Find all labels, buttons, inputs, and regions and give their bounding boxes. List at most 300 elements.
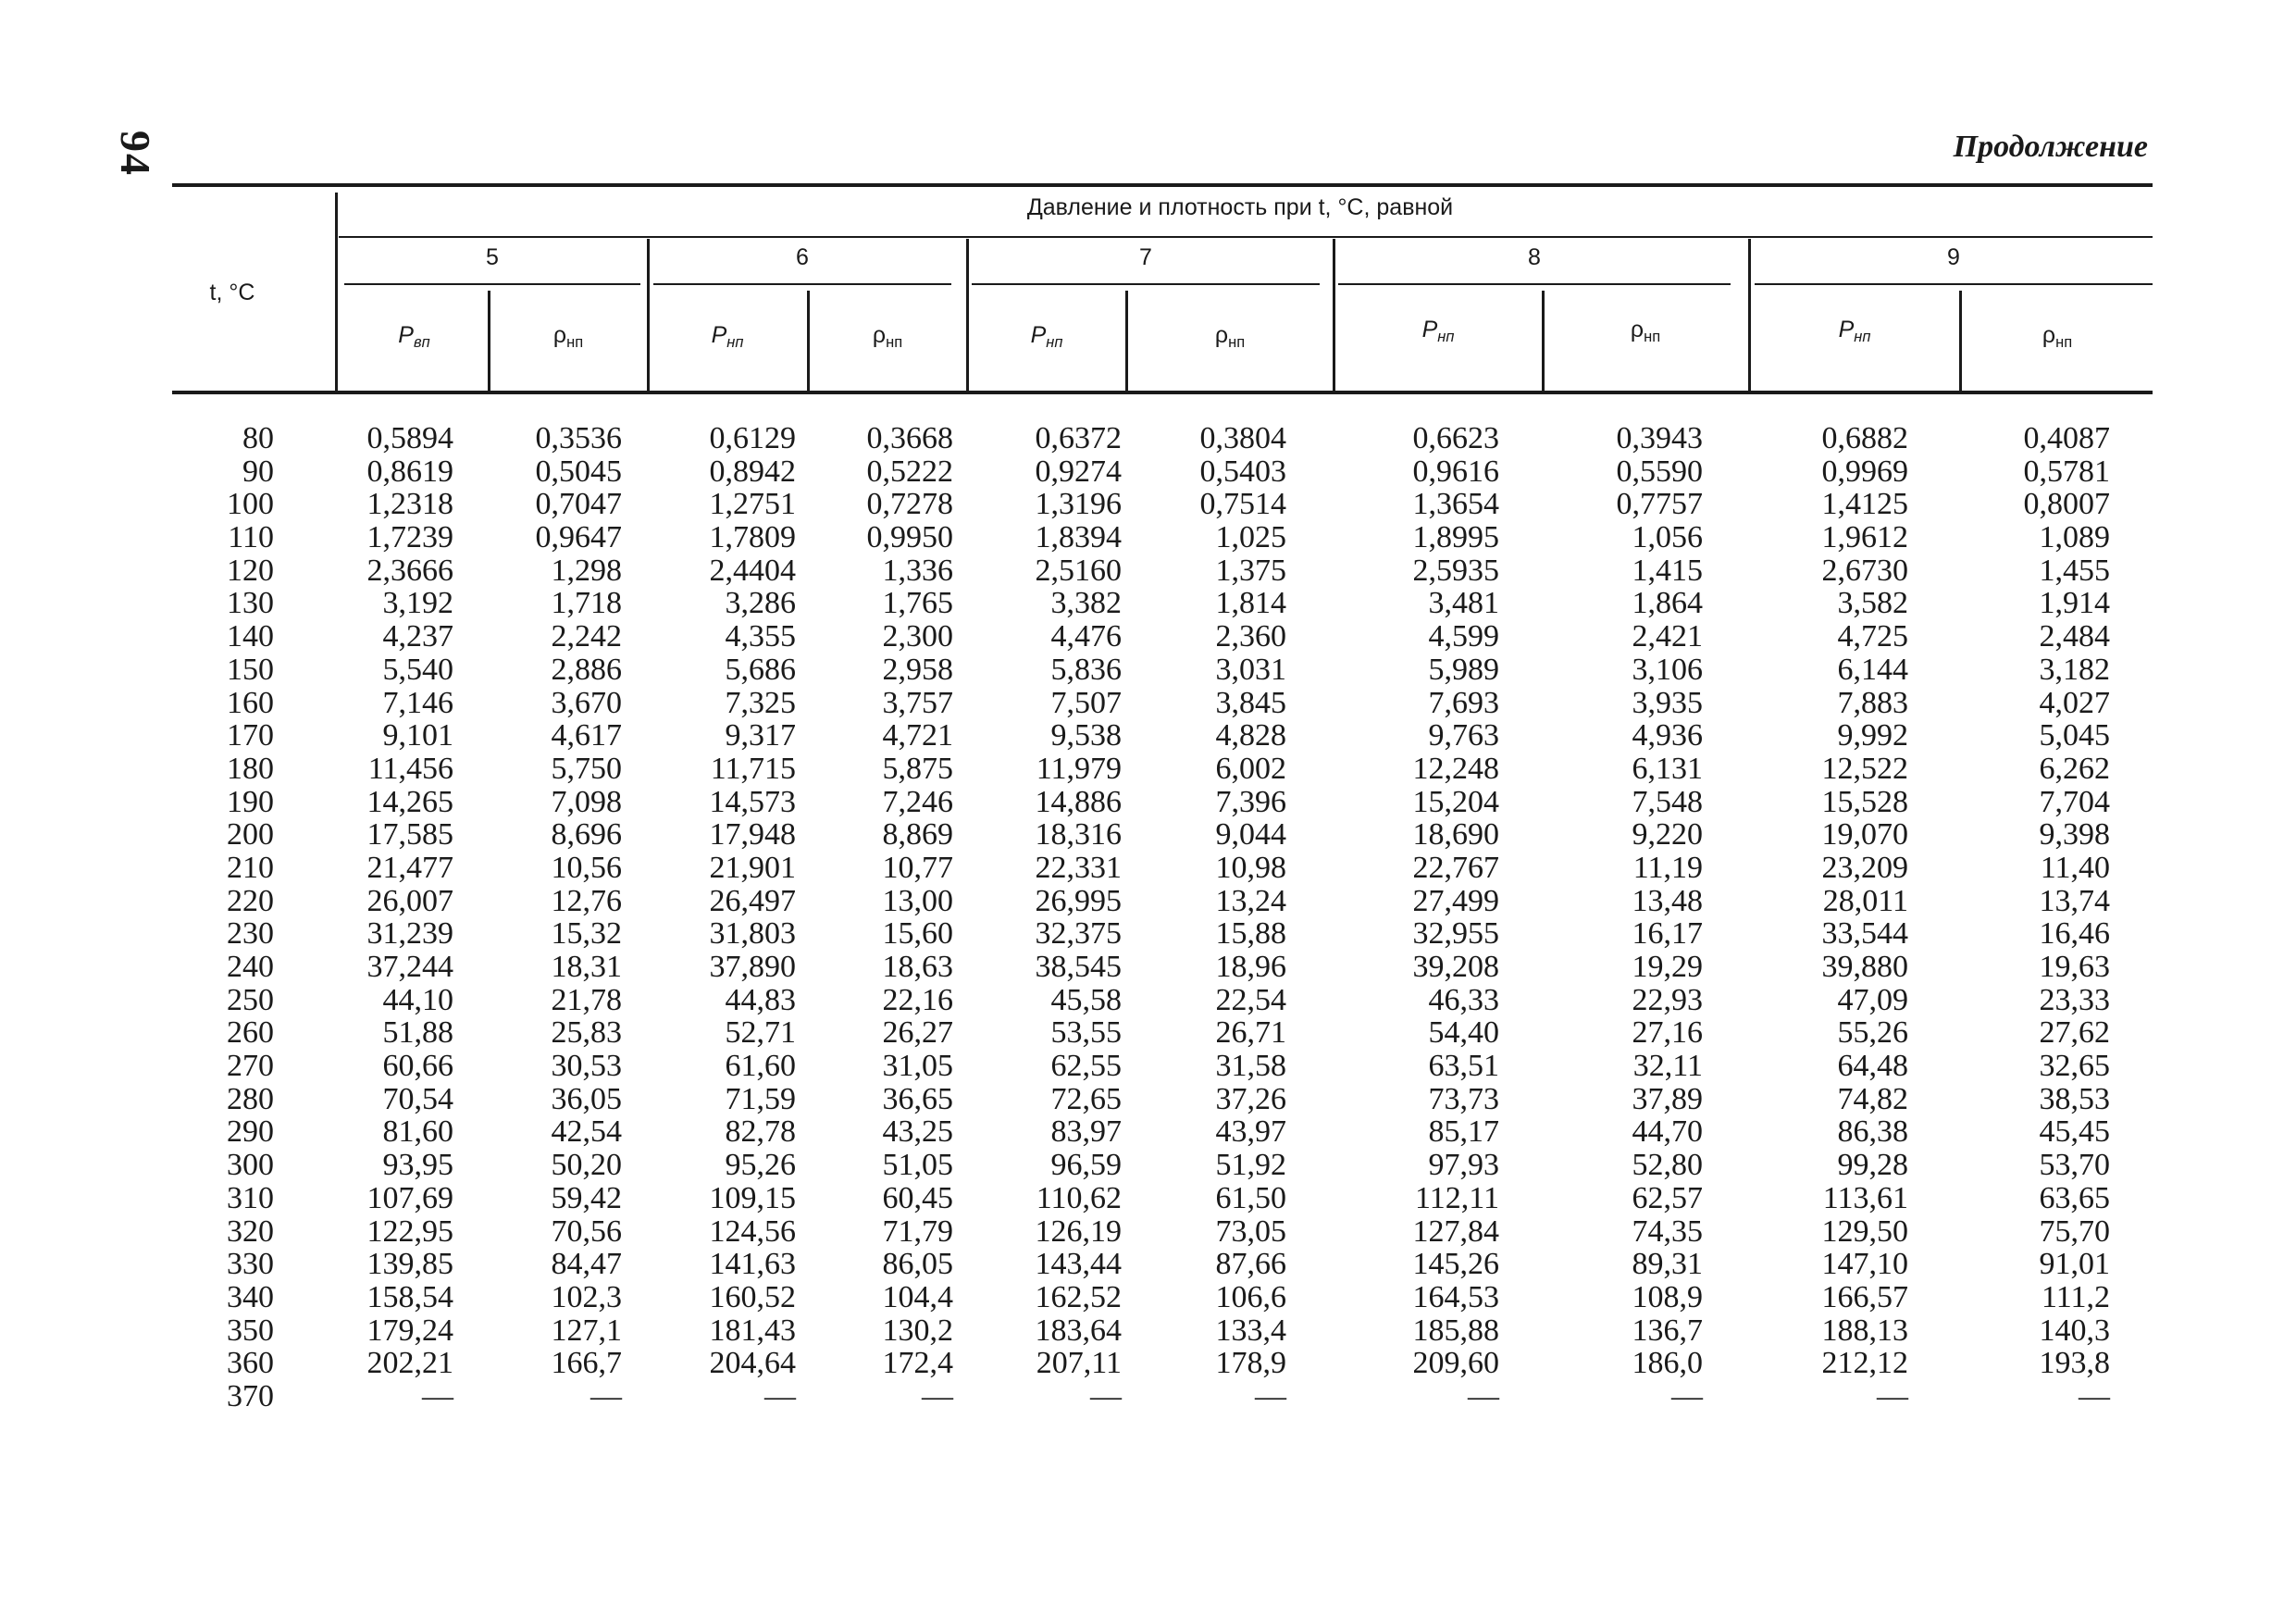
table-cell: 2,958 bbox=[882, 652, 953, 687]
table-cell: 86,38 bbox=[1837, 1114, 1908, 1150]
table-cell: 127,84 bbox=[1412, 1214, 1499, 1249]
table-cell: 93,95 bbox=[382, 1148, 453, 1183]
data-column-rho-6 bbox=[814, 422, 953, 1413]
table-cell: 202,21 bbox=[366, 1346, 453, 1381]
continuation-label: Продолжение bbox=[1953, 130, 2148, 164]
table-cell: 164,53 bbox=[1412, 1279, 1499, 1314]
table-cell: 133,4 bbox=[1215, 1313, 1286, 1348]
temperature-cell: 200 bbox=[227, 817, 274, 853]
table-cell: 97,93 bbox=[1428, 1148, 1499, 1183]
table-cell: 212,12 bbox=[1821, 1346, 1908, 1381]
data-column-rho-9 bbox=[1962, 422, 2110, 1413]
table-cell: 3,192 bbox=[382, 586, 453, 621]
table-cell: 7,098 bbox=[551, 784, 622, 819]
table-cell: 75,70 bbox=[2039, 1214, 2110, 1249]
table-cell: 110,62 bbox=[1036, 1180, 1122, 1215]
table-cell: 83,97 bbox=[1050, 1114, 1122, 1150]
col-header-rho-8: $\rho_{нп}$ bbox=[1630, 317, 1661, 345]
table-cell: 10,98 bbox=[1215, 850, 1286, 885]
data-column-rho-7 bbox=[1138, 422, 1286, 1413]
table-cell: — bbox=[1090, 1378, 1122, 1413]
vline-g6 bbox=[647, 239, 650, 391]
table-cell: 4,237 bbox=[382, 619, 453, 654]
table-cell: 31,803 bbox=[709, 916, 796, 952]
table-cell: 13,74 bbox=[2039, 883, 2110, 918]
table-cell: — bbox=[764, 1378, 796, 1413]
table-cell: — bbox=[1468, 1378, 1499, 1413]
table-cell: 15,528 bbox=[1821, 784, 1908, 819]
table-cell: 22,54 bbox=[1215, 982, 1286, 1017]
table-cell: — bbox=[422, 1378, 453, 1413]
table-cell: 136,7 bbox=[1632, 1313, 1703, 1348]
table-cell: 13,48 bbox=[1632, 883, 1703, 918]
table-cell: 32,11 bbox=[1632, 1049, 1703, 1084]
table-cell: 31,58 bbox=[1215, 1049, 1286, 1084]
table-cell: 4,828 bbox=[1215, 718, 1286, 753]
table-cell: 27,62 bbox=[2039, 1015, 2110, 1051]
table-cell: 46,33 bbox=[1428, 982, 1499, 1017]
table-cell: 18,690 bbox=[1412, 817, 1499, 853]
table-cell: 22,331 bbox=[1035, 850, 1122, 885]
table-cell: 7,548 bbox=[1632, 784, 1703, 819]
table-cell: 0,9950 bbox=[866, 520, 953, 555]
temperature-cell: 360 bbox=[227, 1346, 274, 1381]
table-cell: 63,65 bbox=[2039, 1180, 2110, 1215]
table-cell: 11,19 bbox=[1632, 850, 1703, 885]
table-cell: 185,88 bbox=[1412, 1313, 1499, 1348]
table-cell: 179,24 bbox=[366, 1313, 453, 1348]
table-cell: 166,57 bbox=[1821, 1279, 1908, 1314]
table-cell: 1,814 bbox=[1215, 586, 1286, 621]
table-cell: 0,7278 bbox=[866, 487, 953, 522]
temperature-cell: 260 bbox=[227, 1015, 274, 1051]
table-cell: — bbox=[922, 1378, 953, 1413]
table-cell: 45,58 bbox=[1050, 982, 1122, 1017]
table-cell: 5,989 bbox=[1428, 652, 1499, 687]
temperature-cell: 310 bbox=[227, 1180, 274, 1215]
table-cell: 15,32 bbox=[551, 916, 622, 952]
group-header-rule bbox=[339, 236, 2153, 238]
table-cell: 5,750 bbox=[551, 751, 622, 786]
table-cell: 1,9612 bbox=[1821, 520, 1908, 555]
table-cell: 51,88 bbox=[382, 1015, 453, 1051]
table-cell: 2,5160 bbox=[1035, 553, 1122, 588]
table-cell: 11,40 bbox=[2040, 850, 2110, 885]
table-cell: 71,59 bbox=[725, 1081, 796, 1116]
table-cell: 70,54 bbox=[382, 1081, 453, 1116]
table-cell: 11,715 bbox=[710, 751, 796, 786]
table-cell: 0,3804 bbox=[1199, 421, 1286, 455]
data-column-rho-8 bbox=[1555, 422, 1703, 1413]
table-cell: 7,325 bbox=[725, 685, 796, 720]
table-cell: 16,17 bbox=[1632, 916, 1703, 952]
data-column-rho-5 bbox=[481, 422, 622, 1413]
temperature-cell: 210 bbox=[227, 850, 274, 885]
table-cell: 87,66 bbox=[1215, 1247, 1286, 1282]
table-cell: 70,56 bbox=[551, 1214, 622, 1249]
temperature-cell: 370 bbox=[227, 1378, 274, 1413]
table-cell: 13,00 bbox=[882, 883, 953, 918]
table-cell: 86,05 bbox=[882, 1247, 953, 1282]
table-cell: 166,7 bbox=[551, 1346, 622, 1381]
table-cell: 0,5222 bbox=[866, 454, 953, 489]
table-cell: 16,46 bbox=[2039, 916, 2110, 952]
data-column-p-5 bbox=[333, 422, 453, 1413]
table-cell: 209,60 bbox=[1412, 1346, 1499, 1381]
table-cell: 1,3196 bbox=[1035, 487, 1122, 522]
table-cell: 0,5590 bbox=[1616, 454, 1703, 489]
temperature-cell: 270 bbox=[227, 1049, 274, 1084]
table-cell: 0,3668 bbox=[866, 421, 953, 455]
group-label-7: 7 bbox=[1139, 244, 1152, 270]
table-cell: 178,9 bbox=[1215, 1346, 1286, 1381]
col-header-p-9: $P_{нп}$ bbox=[1838, 317, 1871, 345]
table-cell: 186,0 bbox=[1632, 1346, 1703, 1381]
table-cell: — bbox=[1255, 1378, 1286, 1413]
table-cell: 23,209 bbox=[1821, 850, 1908, 885]
table-cell: 3,106 bbox=[1632, 652, 1703, 687]
temperature-cell: 150 bbox=[227, 652, 274, 687]
table-cell: 7,883 bbox=[1837, 685, 1908, 720]
temperature-cell: 320 bbox=[227, 1214, 274, 1249]
table-cell: 37,89 bbox=[1632, 1081, 1703, 1116]
table-cell: 0,7757 bbox=[1616, 487, 1703, 522]
table-cell: 4,476 bbox=[1050, 619, 1122, 654]
table-cell: 0,3943 bbox=[1616, 421, 1703, 455]
temperature-cell: 80 bbox=[242, 421, 274, 455]
table-cell: 32,375 bbox=[1035, 916, 1122, 952]
table-cell: 52,80 bbox=[1632, 1148, 1703, 1183]
table-cell: 2,300 bbox=[882, 619, 953, 654]
col-header-rho-7: $\rho_{нп}$ bbox=[1214, 322, 1246, 351]
table-cell: 27,499 bbox=[1412, 883, 1499, 918]
table-cell: 2,484 bbox=[2039, 619, 2110, 654]
table-cell: 4,936 bbox=[1632, 718, 1703, 753]
temperature-cell: 170 bbox=[227, 718, 274, 753]
table-cell: 3,670 bbox=[551, 685, 622, 720]
table-cell: 64,48 bbox=[1837, 1049, 1908, 1084]
table-cell: 4,725 bbox=[1837, 619, 1908, 654]
table-cell: 2,886 bbox=[551, 652, 622, 687]
table-cell: 0,9616 bbox=[1412, 454, 1499, 489]
table-cell: 95,26 bbox=[725, 1148, 796, 1183]
table-cell: 74,82 bbox=[1837, 1081, 1908, 1116]
subgroup-rule-6 bbox=[653, 283, 951, 285]
group-label-5: 5 bbox=[486, 244, 499, 270]
table-cell: 9,044 bbox=[1215, 817, 1286, 853]
table-cell: 5,045 bbox=[2039, 718, 2110, 753]
table-cell: 104,4 bbox=[882, 1279, 953, 1314]
table-cell: 1,8394 bbox=[1035, 520, 1122, 555]
table-cell: 32,65 bbox=[2039, 1049, 2110, 1084]
table-cell: 188,13 bbox=[1821, 1313, 1908, 1348]
table-cell: 0,9969 bbox=[1821, 454, 1908, 489]
temperature-cell: 350 bbox=[227, 1313, 274, 1348]
table-cell: 109,15 bbox=[709, 1180, 796, 1215]
table-cell: 96,59 bbox=[1050, 1148, 1122, 1183]
table-cell: 2,242 bbox=[551, 619, 622, 654]
temperature-cell: 240 bbox=[227, 950, 274, 984]
table-cell: 113,61 bbox=[1822, 1180, 1908, 1215]
table-cell: 33,544 bbox=[1821, 916, 1908, 952]
table-cell: 50,20 bbox=[551, 1148, 622, 1183]
table-cell: 0,6372 bbox=[1035, 421, 1122, 455]
table-cell: 62,55 bbox=[1050, 1049, 1122, 1084]
table-cell: 141,63 bbox=[709, 1247, 796, 1282]
table-cell: 9,763 bbox=[1428, 718, 1499, 753]
table-cell: 193,8 bbox=[2039, 1346, 2110, 1381]
table-cell: 143,44 bbox=[1035, 1247, 1122, 1282]
table-cell: 42,54 bbox=[551, 1114, 622, 1150]
table-cell: 72,65 bbox=[1050, 1081, 1122, 1116]
subgroup-rule-8 bbox=[1338, 283, 1731, 285]
table-cell: 4,721 bbox=[882, 718, 953, 753]
table-cell: 1,8995 bbox=[1412, 520, 1499, 555]
table-cell: 12,522 bbox=[1821, 751, 1908, 786]
table-cell: 51,05 bbox=[882, 1148, 953, 1183]
table-cell: 5,540 bbox=[382, 652, 453, 687]
table-cell: 6,002 bbox=[1215, 751, 1286, 786]
temperature-cell: 100 bbox=[227, 487, 274, 522]
table-cell: 1,7239 bbox=[366, 520, 453, 555]
temperature-cell: 230 bbox=[227, 916, 274, 952]
table-cell: 15,88 bbox=[1215, 916, 1286, 952]
table-cell: 6,144 bbox=[1837, 652, 1908, 687]
table-cell: 7,396 bbox=[1215, 784, 1286, 819]
vline-temp bbox=[335, 193, 338, 391]
table-cell: 27,16 bbox=[1632, 1015, 1703, 1051]
table-cell: 23,33 bbox=[2039, 982, 2110, 1017]
subgroup-rule-7 bbox=[972, 283, 1320, 285]
table-cell: 207,11 bbox=[1036, 1346, 1122, 1381]
table-cell: 1,415 bbox=[1632, 553, 1703, 588]
table-cell: 39,880 bbox=[1821, 950, 1908, 984]
table-cell: 26,007 bbox=[366, 883, 453, 918]
group-label-9: 9 bbox=[1947, 244, 1960, 270]
table-cell: 31,05 bbox=[882, 1049, 953, 1084]
table-cell: 3,382 bbox=[1050, 586, 1122, 621]
data-column-p-8 bbox=[1347, 422, 1499, 1413]
data-column-p-9 bbox=[1755, 422, 1908, 1413]
group-header: Давление и плотность при t, °C, равной bbox=[1026, 194, 1454, 220]
table-cell: 127,1 bbox=[551, 1313, 622, 1348]
table-cell: 9,538 bbox=[1050, 718, 1122, 753]
vline-g8 bbox=[1333, 239, 1335, 391]
table-cell: 60,45 bbox=[882, 1180, 953, 1215]
col-header-rho-6: $\rho_{нп}$ bbox=[872, 322, 903, 351]
table-cell: — bbox=[2079, 1378, 2110, 1413]
table-cell: 9,398 bbox=[2039, 817, 2110, 853]
table-cell: 26,27 bbox=[882, 1015, 953, 1051]
table-cell: 1,455 bbox=[2039, 553, 2110, 588]
table-cell: 21,901 bbox=[709, 850, 796, 885]
table-cell: 61,60 bbox=[725, 1049, 796, 1084]
table-cell: 91,01 bbox=[2039, 1247, 2110, 1282]
table-cell: 4,027 bbox=[2039, 685, 2110, 720]
table-cell: 4,355 bbox=[725, 619, 796, 654]
table-cell: 71,79 bbox=[882, 1214, 953, 1249]
table-cell: 2,6730 bbox=[1821, 553, 1908, 588]
table-cell: 26,71 bbox=[1215, 1015, 1286, 1051]
temperature-cell: 160 bbox=[227, 685, 274, 720]
table-cell: 0,7514 bbox=[1199, 487, 1286, 522]
table-cell: 38,545 bbox=[1035, 950, 1122, 984]
table-cell: 37,244 bbox=[366, 950, 453, 984]
data-column-p-6 bbox=[653, 422, 796, 1413]
col-header-p-6: $P_{нп}$ bbox=[711, 322, 744, 351]
col-header-p-5: $P_{вп}$ bbox=[398, 322, 430, 351]
table-cell: 26,497 bbox=[709, 883, 796, 918]
table-cell: 126,19 bbox=[1035, 1214, 1122, 1249]
table-cell: 1,056 bbox=[1632, 520, 1703, 555]
table-cell: 3,286 bbox=[725, 586, 796, 621]
page-number: 94 bbox=[112, 131, 159, 177]
table-cell: 12,76 bbox=[551, 883, 622, 918]
table-cell: 122,95 bbox=[366, 1214, 453, 1249]
vline-g7 bbox=[966, 239, 969, 391]
table-cell: — bbox=[590, 1378, 622, 1413]
table-cell: 39,208 bbox=[1412, 950, 1499, 984]
table-cell: 3,481 bbox=[1428, 586, 1499, 621]
table-cell: 0,4087 bbox=[2023, 421, 2110, 455]
temperature-cell: 330 bbox=[227, 1247, 274, 1282]
table-cell: 51,92 bbox=[1215, 1148, 1286, 1183]
table-cell: 22,16 bbox=[882, 982, 953, 1017]
temperature-cell: 180 bbox=[227, 751, 274, 786]
table-cell: 55,26 bbox=[1837, 1015, 1908, 1051]
table-cell: 14,573 bbox=[709, 784, 796, 819]
table-cell: 9,101 bbox=[382, 718, 453, 753]
table-cell: 6,262 bbox=[2039, 751, 2110, 786]
table-cell: 21,477 bbox=[366, 850, 453, 885]
table-cell: 204,64 bbox=[709, 1346, 796, 1381]
table-cell: 130,2 bbox=[882, 1313, 953, 1348]
vline-g9 bbox=[1748, 239, 1751, 391]
table-cell: 47,09 bbox=[1837, 982, 1908, 1017]
table-cell: 25,83 bbox=[551, 1015, 622, 1051]
table-cell: 106,6 bbox=[1215, 1279, 1286, 1314]
table-cell: 11,979 bbox=[1036, 751, 1122, 786]
table-cell: 99,28 bbox=[1837, 1148, 1908, 1183]
table-cell: 2,360 bbox=[1215, 619, 1286, 654]
table-cell: 11,456 bbox=[367, 751, 453, 786]
table-cell: 0,6882 bbox=[1821, 421, 1908, 455]
table-cell: 107,69 bbox=[366, 1180, 453, 1215]
table-cell: 36,65 bbox=[882, 1081, 953, 1116]
table-cell: 1,2318 bbox=[366, 487, 453, 522]
table-cell: 9,317 bbox=[725, 718, 796, 753]
table-cell: 28,011 bbox=[1822, 883, 1908, 918]
table-cell: 183,64 bbox=[1035, 1313, 1122, 1348]
table-cell: 112,11 bbox=[1415, 1180, 1499, 1215]
table-cell: 7,146 bbox=[382, 685, 453, 720]
table-cell: 129,50 bbox=[1821, 1214, 1908, 1249]
table-cell: 7,246 bbox=[882, 784, 953, 819]
table-cell: 7,704 bbox=[2039, 784, 2110, 819]
table-cell: 73,05 bbox=[1215, 1214, 1286, 1249]
temperature-cell: 250 bbox=[227, 982, 274, 1017]
temperature-cell: 130 bbox=[227, 586, 274, 621]
table-cell: 61,50 bbox=[1215, 1180, 1286, 1215]
table-cell: 89,31 bbox=[1632, 1247, 1703, 1282]
col-header-p-7: $P_{нп}$ bbox=[1030, 322, 1063, 351]
table-top-rule bbox=[172, 183, 2153, 187]
table-cell: 1,089 bbox=[2039, 520, 2110, 555]
temperature-header: t, °C bbox=[209, 280, 255, 305]
table-cell: 158,54 bbox=[366, 1279, 453, 1314]
table-cell: 12,248 bbox=[1412, 751, 1499, 786]
table-cell: 3,757 bbox=[882, 685, 953, 720]
table-cell: 1,336 bbox=[882, 553, 953, 588]
col-header-p-8: $P_{нп}$ bbox=[1421, 317, 1455, 345]
table-cell: 37,890 bbox=[709, 950, 796, 984]
table-cell: 60,66 bbox=[382, 1049, 453, 1084]
table-cell: 0,9274 bbox=[1035, 454, 1122, 489]
temperature-cell: 120 bbox=[227, 553, 274, 588]
table-cell: 1,718 bbox=[551, 586, 622, 621]
table-cell: 1,2751 bbox=[709, 487, 796, 522]
table-cell: 2,421 bbox=[1632, 619, 1703, 654]
table-cell: 0,8942 bbox=[709, 454, 796, 489]
table-cell: 26,995 bbox=[1035, 883, 1122, 918]
table-cell: 4,617 bbox=[551, 718, 622, 753]
table-cell: 0,8007 bbox=[2023, 487, 2110, 522]
temperature-cell: 110 bbox=[228, 520, 274, 555]
table-cell: 0,5894 bbox=[366, 421, 453, 455]
table-cell: 3,845 bbox=[1215, 685, 1286, 720]
subgroup-rule-5 bbox=[344, 283, 640, 285]
table-cell: 7,507 bbox=[1050, 685, 1122, 720]
table-cell: 1,864 bbox=[1632, 586, 1703, 621]
table-cell: 3,935 bbox=[1632, 685, 1703, 720]
table-cell: 9,992 bbox=[1837, 718, 1908, 753]
table-cell: 18,96 bbox=[1215, 950, 1286, 984]
data-column-p-7 bbox=[968, 422, 1122, 1413]
table-cell: 19,29 bbox=[1632, 950, 1703, 984]
table-cell: 53,55 bbox=[1050, 1015, 1122, 1051]
table-cell: 5,686 bbox=[725, 652, 796, 687]
table-cell: 18,63 bbox=[882, 950, 953, 984]
table-cell: 36,05 bbox=[551, 1081, 622, 1116]
table-cell: 15,204 bbox=[1412, 784, 1499, 819]
temperature-cell: 140 bbox=[227, 619, 274, 654]
table-cell: 17,585 bbox=[366, 817, 453, 853]
table-cell: 62,57 bbox=[1632, 1180, 1703, 1215]
table-cell: 73,73 bbox=[1428, 1081, 1499, 1116]
table-cell: 38,53 bbox=[2039, 1081, 2110, 1116]
table-cell: 37,26 bbox=[1215, 1081, 1286, 1116]
table-cell: 7,693 bbox=[1428, 685, 1499, 720]
table-cell: 2,4404 bbox=[709, 553, 796, 588]
table-cell: 1,3654 bbox=[1412, 487, 1499, 522]
table-cell: 111,2 bbox=[2042, 1279, 2110, 1314]
col-header-rho-9: $\rho_{нп}$ bbox=[2042, 322, 2073, 351]
table-cell: 44,83 bbox=[725, 982, 796, 1017]
table-cell: 43,25 bbox=[882, 1114, 953, 1150]
table-cell: 3,031 bbox=[1215, 652, 1286, 687]
table-cell: 43,97 bbox=[1215, 1114, 1286, 1150]
temperature-cell: 290 bbox=[227, 1114, 274, 1150]
table-cell: 1,298 bbox=[551, 553, 622, 588]
table-cell: 31,239 bbox=[366, 916, 453, 952]
temperature-cell: 280 bbox=[227, 1081, 274, 1116]
table-cell: 0,5781 bbox=[2023, 454, 2110, 489]
table-cell: 13,24 bbox=[1215, 883, 1286, 918]
table-cell: 5,836 bbox=[1050, 652, 1122, 687]
table-cell: 18,31 bbox=[551, 950, 622, 984]
table-cell: 10,56 bbox=[551, 850, 622, 885]
table-cell: 82,78 bbox=[725, 1114, 796, 1150]
